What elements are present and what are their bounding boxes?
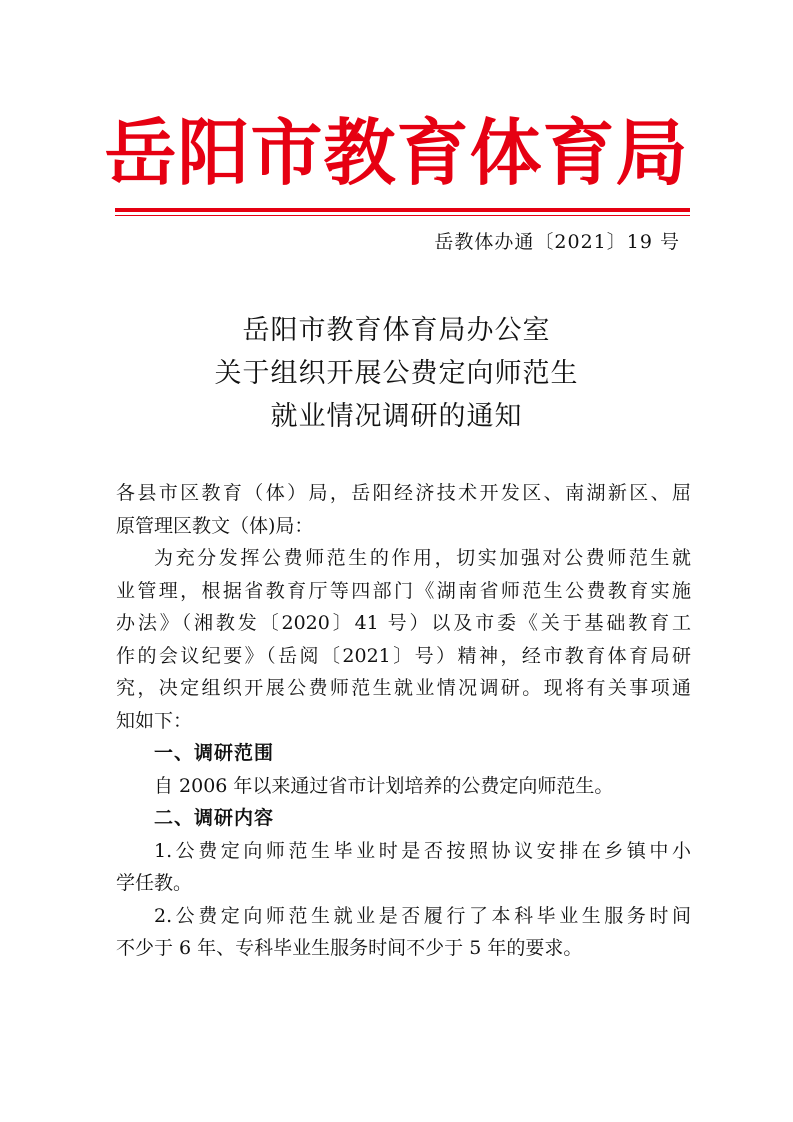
intro-line: 究，决定组织开展公费师范生就业情况调研。现将有关事项通 — [116, 677, 691, 699]
intro-line: 为充分发挥公费师范生的作用，切实加强对公费师范生就 — [154, 547, 691, 569]
section-heading-content: 二、调研内容 — [154, 807, 275, 829]
section-heading-scope: 一、调研范围 — [154, 742, 275, 764]
content-item-2-line: 不少于 6 年、专科毕业生服务时间不少于 5 年的要求。 — [116, 937, 583, 959]
header-red-rule-thin — [115, 215, 690, 216]
section-scope-text: 自 2006 年以来通过省市计划培养的公费定向师范生。 — [154, 774, 614, 797]
intro-line: 作的会议纪要》（岳阅〔2021〕号）精神，经市教育体育局研 — [116, 644, 691, 667]
document-title — [0, 309, 793, 438]
addressee-line: 原管理区教文（体)局： — [116, 514, 314, 537]
intro-line: 办法》（湘教发〔2020〕41 号）以及市委《关于基础教育工 — [116, 612, 691, 634]
intro-line: 业管理，根据省教育厅等四部门《湖南省师范生公费教育实施 — [116, 579, 691, 602]
header-red-rule-thick — [115, 208, 690, 212]
intro-line: 知如下： — [116, 709, 193, 732]
content-item-1-line: 1.公费定向师范生毕业时是否按照协议安排在乡镇中小 — [154, 839, 691, 862]
title-line: 关于组织开展公费定向师范生 — [214, 358, 579, 389]
agency-header-title: 岳阳市教育体育局 — [104, 111, 689, 195]
title-line: 岳阳市教育体育局办公室 — [242, 315, 551, 346]
title-line: 就业情况调研的通知 — [270, 401, 523, 432]
document-body — [116, 477, 691, 965]
content-item-1-line: 学任教。 — [116, 872, 193, 894]
content-item-2-line: 2.公费定向师范生就业是否履行了本科毕业生服务时间 — [154, 904, 691, 927]
document-number: 岳教体办通〔2021〕19 号 — [434, 231, 680, 253]
addressee-line: 各县市区教育（体）局，岳阳经济技术开发区、南湖新区、屈 — [116, 482, 691, 504]
